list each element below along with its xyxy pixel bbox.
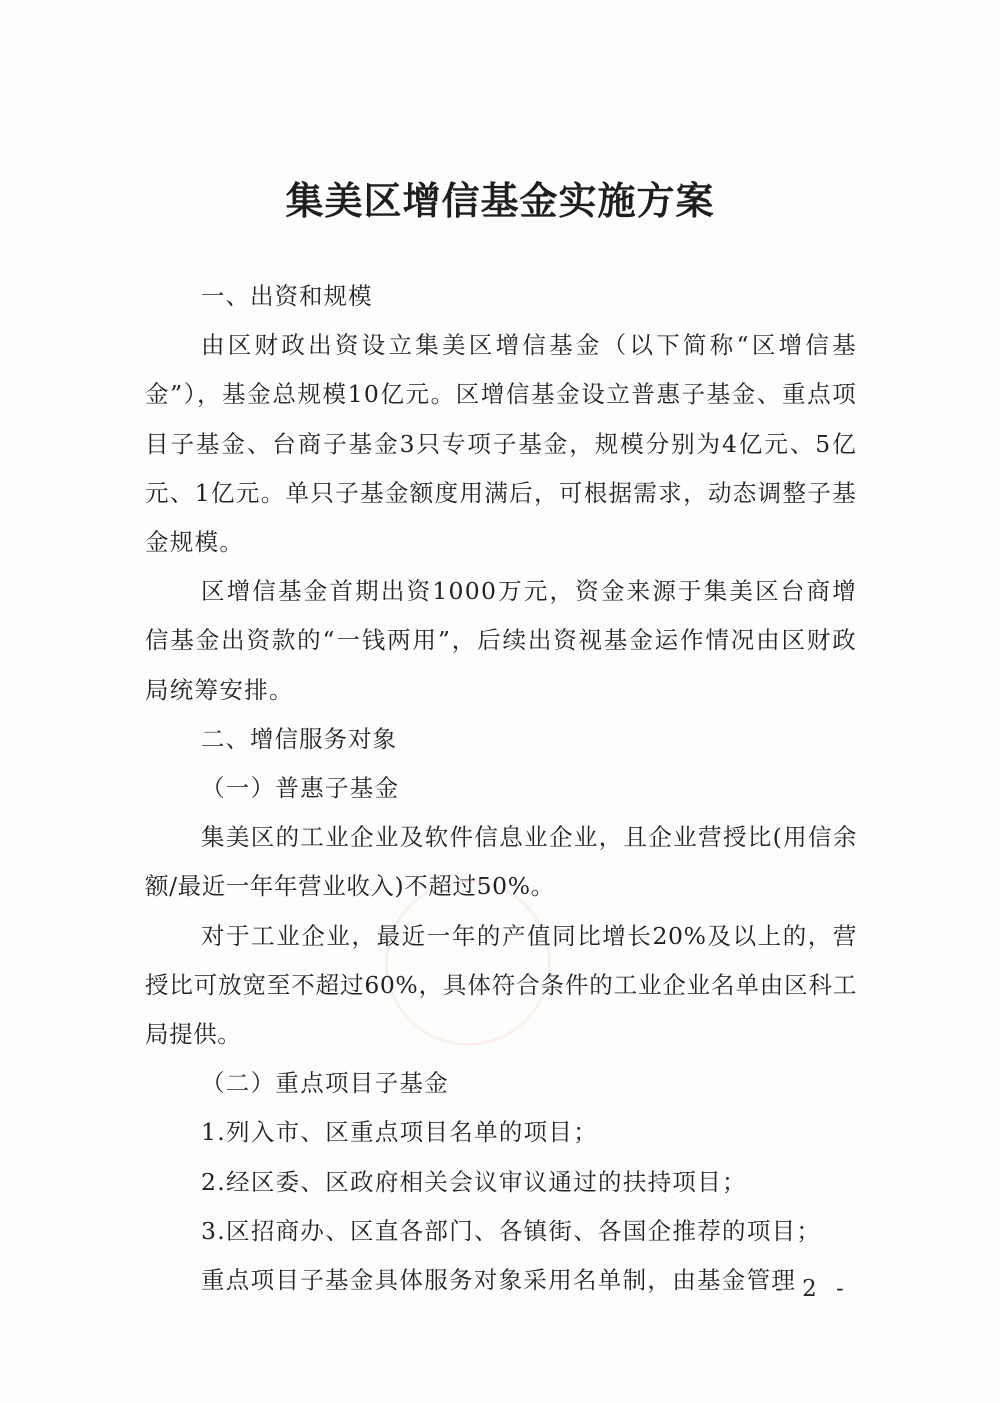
document-body bbox=[145, 272, 857, 1305]
paragraph-initial-funding: 区增信基金首期出资1000万元，资金来源于集美区台商增信基金出资款的“一钱两用”，后续出资视基金运作情况由区财政局统筹安排。 bbox=[145, 577, 857, 704]
paragraph-fund-scale: 由区财政出资设立集美区增信基金（以下简称“区增信基金”），基金总规模10亿元。区增信基金设立普惠子基金、重点项目子基金、台商子基金3只专项子基金，规模分别为4亿元、5亿元、1亿元。单只子基金额度用满后，可根据需求，动态调整子基金规模。 bbox=[145, 331, 857, 557]
paragraph-key-project-list: 重点项目子基金具体服务对象采用名单制，由基金管理 bbox=[201, 1266, 797, 1295]
section-heading-1: 一、出资和规模 bbox=[201, 282, 373, 310]
subsection-heading-key-project-fund: （二）重点项目子基金 bbox=[201, 1069, 449, 1098]
paragraph-industrial-relaxation: 对于工业企业，最近一年的产值同比增长20%及以上的，营授比可放宽至不超过60%，具体符合条件的工业企业名单由区科工局提供。 bbox=[145, 921, 857, 1049]
paragraph-inclusive-eligibility: 集美区的工业企业及软件信息业企业，且企业营授比(用信余额/最近一年年营业收入)不超过50%。 bbox=[145, 823, 857, 901]
section-heading-2: 二、增信服务对象 bbox=[201, 724, 397, 753]
list-item-3: 3.区招商办、区直各部门、各镇街、各国企推荐的项目； bbox=[201, 1216, 822, 1245]
list-item-1: 1.列入市、区重点项目名单的项目； bbox=[201, 1118, 599, 1147]
page-number: - 2 - bbox=[775, 1276, 850, 1302]
subsection-heading-inclusive-fund: （一）普惠子基金 bbox=[201, 774, 400, 803]
list-item-2: 2.经区委、区政府相关会议审议通过的扶持项目； bbox=[201, 1167, 747, 1196]
document-title: 集美区增信基金实施方案 bbox=[285, 179, 715, 223]
